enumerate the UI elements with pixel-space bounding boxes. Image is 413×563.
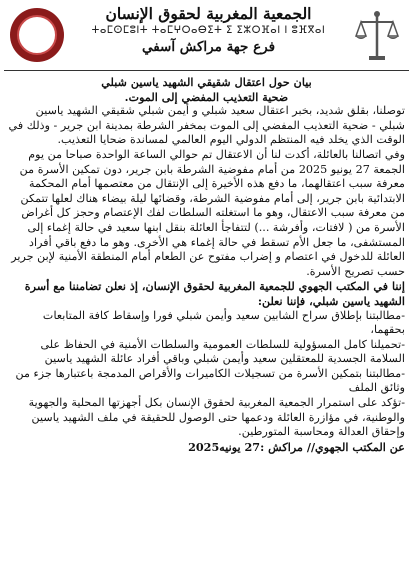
amdh-logo-icon bbox=[10, 8, 64, 62]
paragraph-declaration: إننا في المكتب الجهوي للجمعية المغربية لحقوق الإنسان، إذ نعلن تضامننا مع أسرة الشهيد ياسين شبلي، فإننا نعلن: bbox=[24, 279, 405, 308]
demand-recordings: -مطالبتنا بتمكين الأسرة من تسجيلات الكاميرات والأقراص المدمجة باعتبارها جزء من وثائق الملف bbox=[15, 366, 405, 395]
signature-line: عن المكتب الجهوي// مراكش :27 يونيه2025 bbox=[188, 439, 405, 454]
paragraph-intro: توصلنا، بقلق شديد، بخبر اعتقال سعيد شبلي و أيمن شبلي شقيقي الشهيد ياسين شبلي - ضحية التعذيب المفضي إلى الموت بمخفر الشرطة بمدينة ابن جرير - وذلك في الوقت الذي يخلد فيه المنتظم الدولي اليوم العالمي لمساندة ضحايا التعذيب. bbox=[8, 104, 405, 147]
branch-name: فرع جهة مراكش آسفي bbox=[141, 39, 276, 55]
statement-title: بيان حول اعتقال شقيقي الشهيد ياسين شبلي bbox=[101, 75, 312, 89]
demand-responsibility: -تحميلنا كامل المسؤولية للسلطات العمومية والسلطات الأمنية في الحفاظ على السلامة الجسدية للمعتقلين سعيد وأيمن شبلي وباقي أفراد عائلة الشهيد ياسين bbox=[40, 337, 405, 366]
letterhead bbox=[4, 2, 409, 71]
demand-release: -مطالبتنا بإطلاق سراح الشابين سعيد وأيمن شبلي فورا وإسقاط كافة المتابعات بحقهما، bbox=[42, 308, 405, 337]
organization-name-tifinagh: ⵜⴰⵎⵙⵎⵓⵏⵜ ⵜⴰⵎⵖⵔⴰⴱⵉⵜ ⵉ ⵉⵣⵔⴼⴰⵏ ⵏ ⵓⴼⴳⴰⵏ bbox=[91, 25, 326, 36]
statement-subtitle: ضحية التعذيب المفضي إلى الموت. bbox=[124, 89, 289, 104]
paragraph-details: وفي اتصالنا بالعائلة، أكدت لنا أن الاعتقال تم حوالي الساعة الواحدة صباحا من يوم الجمعة 27 يونيو 2025 من أمام مفوضية الشرطة بابن جرير، دون تمكين الأسرة من معرفة سبب اعتقالهما، ما دفع هذه الأخيرة إلى الإنتقال من معتصمها أمام المحكمة الابتدائية بابن جرير، إلى أمام مفوضية الشرطة، وقضائها ليلة بيضاء هناك لعلها تتمكن من معرفة سبب الاعتقال، وهو ما استغلته السلطات لفك الإعتصام وحجز كل أغراض الأسرة من ( لافتات، وأفرشة ...) لتتفاجأ العائلة بنقل ابنها سعيد في حالة إغماء إلى المستشفى، ما جعل الأم تسقط في حالة إغماء هي الأخرى. وهو ما دفع باقي أفراد العائلة للدخول في اعتصام و إضراب مفتوح عن الطعام أمام المنطقة الأمنية لإبن جرير حسب تصريح الأسرة. bbox=[11, 147, 405, 278]
statement-body bbox=[4, 71, 409, 454]
demand-support: -تؤكد على استمرار الجمعية المغربية لحقوق الإنسان بكل أجهزتها المحلية والجهوية والوطنية، في مؤازرة العائلة ودعمها حتى الوصول للحقيقة في ملف الشهيد ياسين وإحقاق العدالة ومحاسبة المتورطين. bbox=[28, 396, 405, 439]
scales-logo-icon bbox=[353, 8, 401, 64]
letterhead-text bbox=[68, 4, 349, 56]
organization-name: الجمعية المغربية لحقوق الإنسان bbox=[105, 4, 312, 23]
